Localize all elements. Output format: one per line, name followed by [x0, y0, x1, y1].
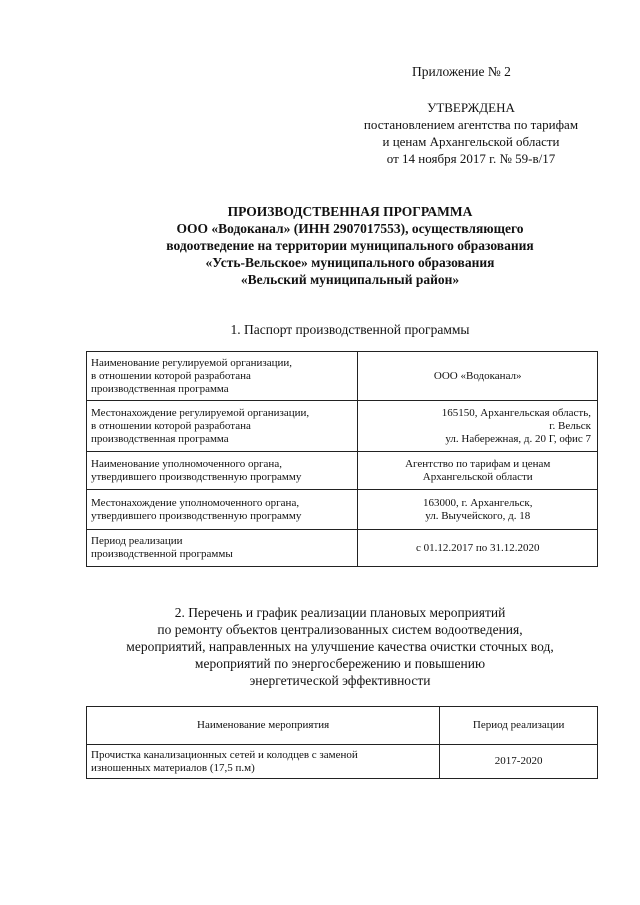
- label-line: Местонахождение регулируемой организации,: [91, 406, 310, 419]
- passport-value: [358, 490, 598, 530]
- approval-line: от 14 ноября 2017 г. № 59-в/17: [386, 151, 556, 166]
- table-row: [87, 490, 598, 530]
- heading-line: мероприятий, направленных на улучшение качества очистки сточных вод,: [126, 639, 554, 654]
- section1-heading: 1. Паспорт производственной программы: [230, 322, 470, 337]
- table-row: [87, 401, 598, 452]
- value-line: г. Вельск: [549, 419, 591, 432]
- value-line: с 01.12.2017 по 31.12.2020: [415, 541, 540, 554]
- approval-block: [330, 99, 612, 167]
- measure-period: 2017-2020: [440, 745, 598, 779]
- passport-value: [358, 530, 598, 567]
- value-line: ул. Выучейского, д. 18: [425, 509, 531, 522]
- passport-label: [87, 352, 358, 401]
- label-line: производственная программа: [91, 432, 229, 445]
- title-line: «Усть-Вельское» муниципального образования: [205, 255, 495, 270]
- passport-label: [87, 401, 358, 452]
- table-header-row: [87, 707, 598, 745]
- label-line: в отношении которой разработана: [91, 369, 251, 382]
- passport-table: [86, 351, 598, 567]
- label-line: производственной программы: [91, 548, 233, 560]
- label-line: Наименование уполномоченного органа,: [91, 457, 282, 470]
- label-line: Местонахождение уполномоченного органа,: [91, 496, 300, 509]
- title-line: ООО «Водоканал» (ИНН 2907017553), осуществляющего: [176, 221, 524, 236]
- table-row: [87, 745, 598, 779]
- table-row: [87, 452, 598, 490]
- table-row: [87, 530, 598, 567]
- label-line: в отношении которой разработана: [91, 419, 251, 432]
- heading-line: 2. Перечень и график реализации плановых мероприятий: [174, 605, 506, 620]
- value-line: Архангельской области: [422, 470, 533, 483]
- approval-line: и ценам Архангельской области: [382, 134, 560, 149]
- label-line: производственная программа: [91, 382, 229, 395]
- name-line: изношенных материалов (17,5 п.м): [91, 761, 255, 774]
- table-row: [87, 352, 598, 401]
- label-line: Период реализации: [91, 535, 183, 547]
- label-line: утвердившего производственную программу: [91, 470, 302, 483]
- approval-line: постановлением агентства по тарифам: [363, 117, 579, 132]
- column-header: Период реализации: [440, 707, 598, 745]
- title-line: «Вельский муниципальный район»: [240, 272, 460, 287]
- appendix-label: Приложение № 2: [412, 64, 511, 79]
- title-line: водоотведение на территории муниципального образования: [166, 238, 534, 253]
- approval-heading: УТВЕРЖДЕНА: [427, 100, 515, 115]
- passport-value: [358, 452, 598, 490]
- passport-value: [358, 352, 598, 401]
- passport-value: [358, 401, 598, 452]
- value-line: 165150, Архангельская область,: [441, 406, 591, 419]
- program-title: [60, 203, 640, 288]
- label-line: Наименование регулируемой организации,: [91, 356, 293, 369]
- column-header: Наименование мероприятия: [87, 707, 440, 745]
- passport-label: [87, 490, 358, 530]
- value-line: ул. Набережная, д. 20 Г, офис 7: [445, 432, 591, 445]
- passport-label: [87, 530, 358, 567]
- value-line: Агентство по тарифам и ценам: [405, 457, 551, 470]
- passport-label: [87, 452, 358, 490]
- measure-name: [87, 745, 440, 779]
- value-line: ООО «Водоканал»: [433, 369, 522, 382]
- heading-line: по ремонту объектов централизованных систем водоотведения,: [157, 622, 523, 637]
- value-line: 163000, г. Архангельск,: [422, 496, 533, 509]
- section2-heading: [40, 604, 640, 689]
- heading-line: энергетической эффективности: [249, 673, 431, 688]
- measures-table: [86, 706, 598, 779]
- title-line: ПРОИЗВОДСТВЕННАЯ ПРОГРАММА: [227, 204, 473, 219]
- label-line: утвердившего производственную программу: [91, 509, 302, 522]
- heading-line: мероприятий по энергосбережению и повышению: [194, 656, 486, 671]
- name-line: Прочистка канализационных сетей и колодцев с заменой: [91, 748, 358, 761]
